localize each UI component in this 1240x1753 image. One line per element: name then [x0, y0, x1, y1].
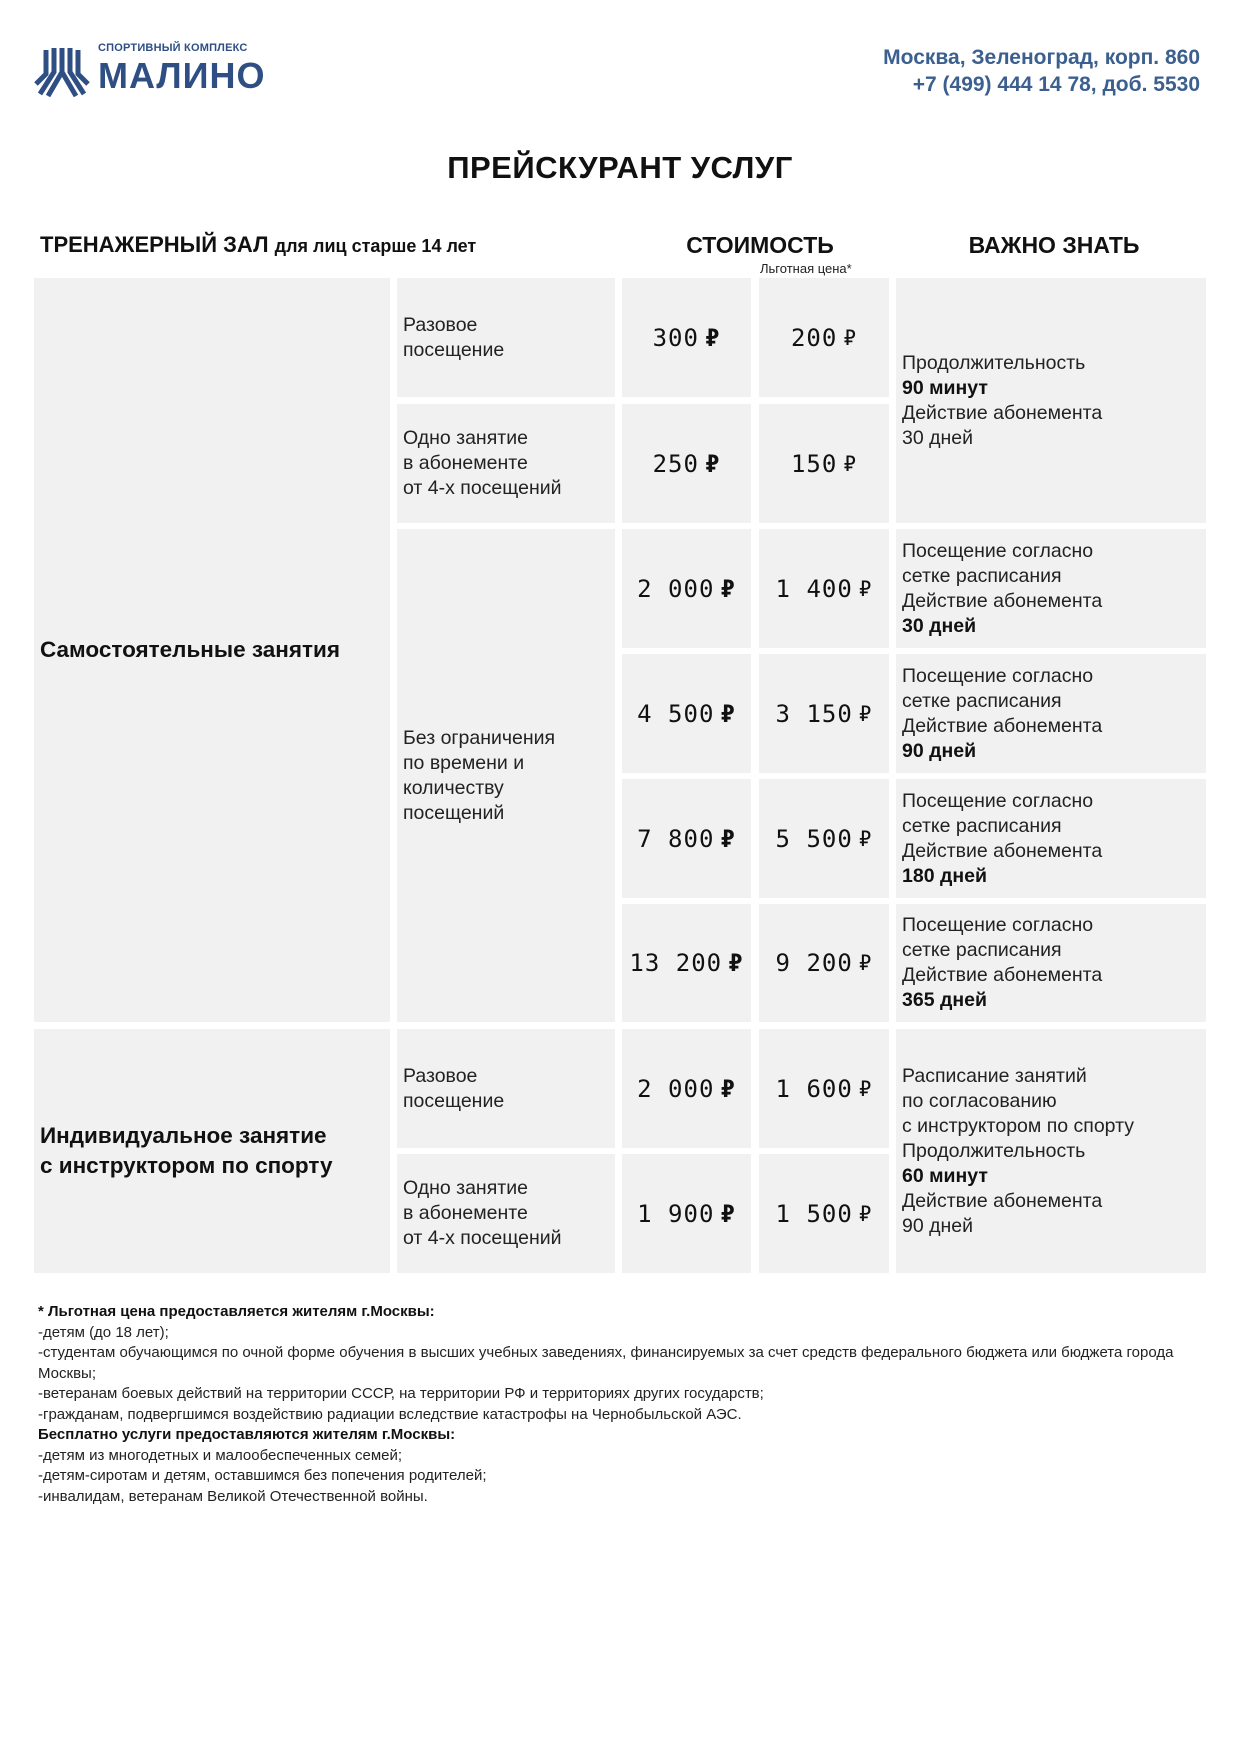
- price-value: 7 800: [637, 824, 715, 853]
- ruble-sign: ₽: [704, 323, 721, 352]
- discount-value: 5 500: [775, 824, 853, 853]
- footnote: [38, 1302, 1208, 1507]
- brand-subtitle: СПОРТИВНЫЙ КОМПЛЕКС: [98, 42, 248, 54]
- service-unlimited: Без ограничения по времени и количеству посещений: [397, 529, 615, 1022]
- price-cell: [622, 779, 751, 898]
- info-line: Продолжительность: [902, 1139, 1086, 1162]
- info-line: Продолжительность: [902, 351, 1086, 374]
- section-header: [40, 232, 476, 258]
- info-line-bold: 30 дней: [902, 614, 977, 637]
- info-line-bold: 365 дней: [902, 989, 987, 1011]
- page-title: ПРЕЙСКУРАНТ УСЛУГ: [447, 150, 793, 185]
- ruble-sign: ₽: [858, 576, 873, 601]
- footnote-item: -детям-сиротам и детям, оставшимся без попечения родителей;: [38, 1467, 487, 1484]
- service-individual-single: Разовое посещение: [397, 1029, 615, 1148]
- info-line: Посещение согласно: [902, 539, 1094, 562]
- footnote-item: -студентам обучающимся по очной форме обучения в высших учебных заведениях, финансируемых за счет средств федерального бюджета или бюджета города Москвы;: [38, 1344, 1174, 1382]
- info-unlimited-30: [896, 529, 1206, 648]
- info-unlimited-365: [896, 904, 1206, 1022]
- info-line: Действие абонемента: [902, 714, 1103, 737]
- price-value: 300: [652, 323, 699, 352]
- discount-value: 1 400: [775, 574, 853, 603]
- ruble-sign: ₽: [858, 701, 873, 726]
- discount-value: 200: [790, 323, 838, 352]
- footnote-item: -гражданам, подвергшимся воздействию радиации вследствие катастрофы на Чернобыльской АЭС.: [38, 1405, 742, 1423]
- ruble-sign: ₽: [728, 949, 744, 977]
- ruble-sign: ₽: [858, 1201, 873, 1226]
- category-individual-line1: Индивидуальное занятие: [40, 1123, 327, 1148]
- discount-price-cell: [759, 779, 889, 898]
- info-line: 90 дней: [902, 1214, 973, 1237]
- info-line: сетке расписания: [902, 939, 1062, 961]
- price-cell: [622, 404, 751, 523]
- price-cell: [622, 278, 751, 397]
- price-cell: [622, 904, 751, 1022]
- discount-price-cell: [759, 1029, 889, 1148]
- ruble-sign: ₽: [843, 325, 857, 350]
- service-subscription: Одно занятие в абонементе от 4-х посещений: [397, 404, 615, 523]
- brand-name: МАЛИНО: [98, 55, 266, 96]
- discount-value: 9 200: [775, 949, 853, 977]
- info-line: Посещение согласно: [902, 789, 1094, 812]
- discount-price-cell: [759, 654, 889, 773]
- section-note: для лиц старше 14 лет: [274, 236, 477, 256]
- address: Москва, Зеленоград, корп. 860: [883, 46, 1200, 69]
- info-line-bold: 90 минут: [902, 376, 988, 399]
- discount-price-cell: [759, 904, 889, 1022]
- important-header: ВАЖНО ЗНАТЬ: [968, 232, 1140, 258]
- info-line: Действие абонемента: [902, 1189, 1103, 1212]
- footnote-item: -ветеранам боевых действий на территории СССР, на территории РФ и территориях других государств;: [38, 1385, 764, 1402]
- info-single-subscription: [896, 278, 1206, 523]
- price-value: 13 200: [629, 949, 723, 977]
- info-line: сетке расписания: [902, 564, 1062, 587]
- ruble-sign: ₽: [720, 574, 736, 603]
- cost-header: СТОИМОСТЬ: [686, 232, 834, 258]
- ruble-sign: ₽: [720, 824, 736, 853]
- discount-price-cell: [759, 404, 889, 523]
- price-cell: [622, 654, 751, 773]
- price-value: 2 000: [637, 574, 715, 603]
- price-value: 2 000: [637, 1074, 715, 1103]
- service-individual-subscription: Одно занятие в абонементе от 4-х посещений: [397, 1154, 615, 1273]
- info-line: Расписание занятий: [902, 1064, 1087, 1087]
- info-unlimited-90: [896, 654, 1206, 773]
- info-line: 30 дней: [902, 426, 973, 449]
- info-line: Действие абонемента: [902, 839, 1103, 862]
- discount-price-cell: [759, 278, 889, 397]
- info-unlimited-180: [896, 779, 1206, 898]
- info-line: с инструктором по спорту: [902, 1114, 1135, 1137]
- brand-logo: [34, 40, 266, 100]
- category-individual-line2: с инструктором по спорту: [40, 1153, 333, 1178]
- info-line: Посещение согласно: [902, 914, 1094, 936]
- contacts: [883, 44, 1200, 98]
- ruble-sign: ₽: [858, 826, 873, 851]
- info-line: сетке расписания: [902, 814, 1062, 837]
- category-self: [34, 278, 390, 1022]
- footnote-item: -детям (до 18 лет);: [38, 1323, 169, 1341]
- category-individual: [34, 1029, 390, 1273]
- price-cell: [622, 1029, 751, 1148]
- discount-note: Льготная цена*: [760, 261, 852, 276]
- ruble-sign: ₽: [858, 1076, 873, 1101]
- footnote-free-title: Бесплатно услуги предоставляются жителям г.Москвы:: [38, 1426, 456, 1443]
- ruble-sign: ₽: [720, 1199, 736, 1228]
- ruble-sign: ₽: [720, 699, 736, 728]
- ruble-sign: ₽: [858, 951, 873, 975]
- footnote-discount-title: * Льготная цена предоставляется жителям г.Москвы:: [38, 1303, 435, 1320]
- ruble-sign: ₽: [704, 449, 721, 478]
- info-line: Действие абонемента: [902, 964, 1103, 986]
- category-self-label: Самостоятельные занятия: [40, 637, 340, 662]
- section-title: ТРЕНАЖЕРНЫЙ ЗАЛ: [40, 232, 269, 257]
- ruble-sign: ₽: [720, 1074, 736, 1103]
- discount-value: 1 500: [775, 1199, 853, 1228]
- price-value: 250: [652, 449, 699, 478]
- discount-value: 3 150: [775, 699, 853, 728]
- price-cell: [622, 1154, 751, 1273]
- price-value: 4 500: [637, 699, 715, 728]
- phone[interactable]: +7 (499) 444 14 78, доб. 5530: [912, 73, 1200, 96]
- discount-value: 150: [790, 449, 838, 478]
- info-line-bold: 180 дней: [902, 864, 987, 887]
- info-line: Действие абонемента: [902, 589, 1103, 612]
- discount-price-cell: [759, 1154, 889, 1273]
- info-line: Посещение согласно: [902, 664, 1094, 687]
- ruble-sign: ₽: [843, 451, 857, 476]
- info-line: сетке расписания: [902, 689, 1062, 712]
- service-single: Разовое посещение: [397, 278, 615, 397]
- price-cell: [622, 529, 751, 648]
- price-value: 1 900: [637, 1199, 715, 1228]
- footnote-item: -детям из многодетных и малообеспеченных семей;: [38, 1446, 403, 1464]
- info-line: по согласованию: [902, 1089, 1057, 1112]
- info-line-bold: 60 минут: [902, 1164, 988, 1187]
- info-line: Действие абонемента: [902, 401, 1103, 424]
- footnote-item: -инвалидам, ветеранам Великой Отечественной войны.: [38, 1487, 428, 1505]
- discount-price-cell: [759, 529, 889, 648]
- logo-emblem-icon: [34, 44, 90, 100]
- discount-value: 1 600: [775, 1074, 853, 1103]
- info-line-bold: 90 дней: [902, 739, 977, 762]
- info-individual: [896, 1029, 1206, 1273]
